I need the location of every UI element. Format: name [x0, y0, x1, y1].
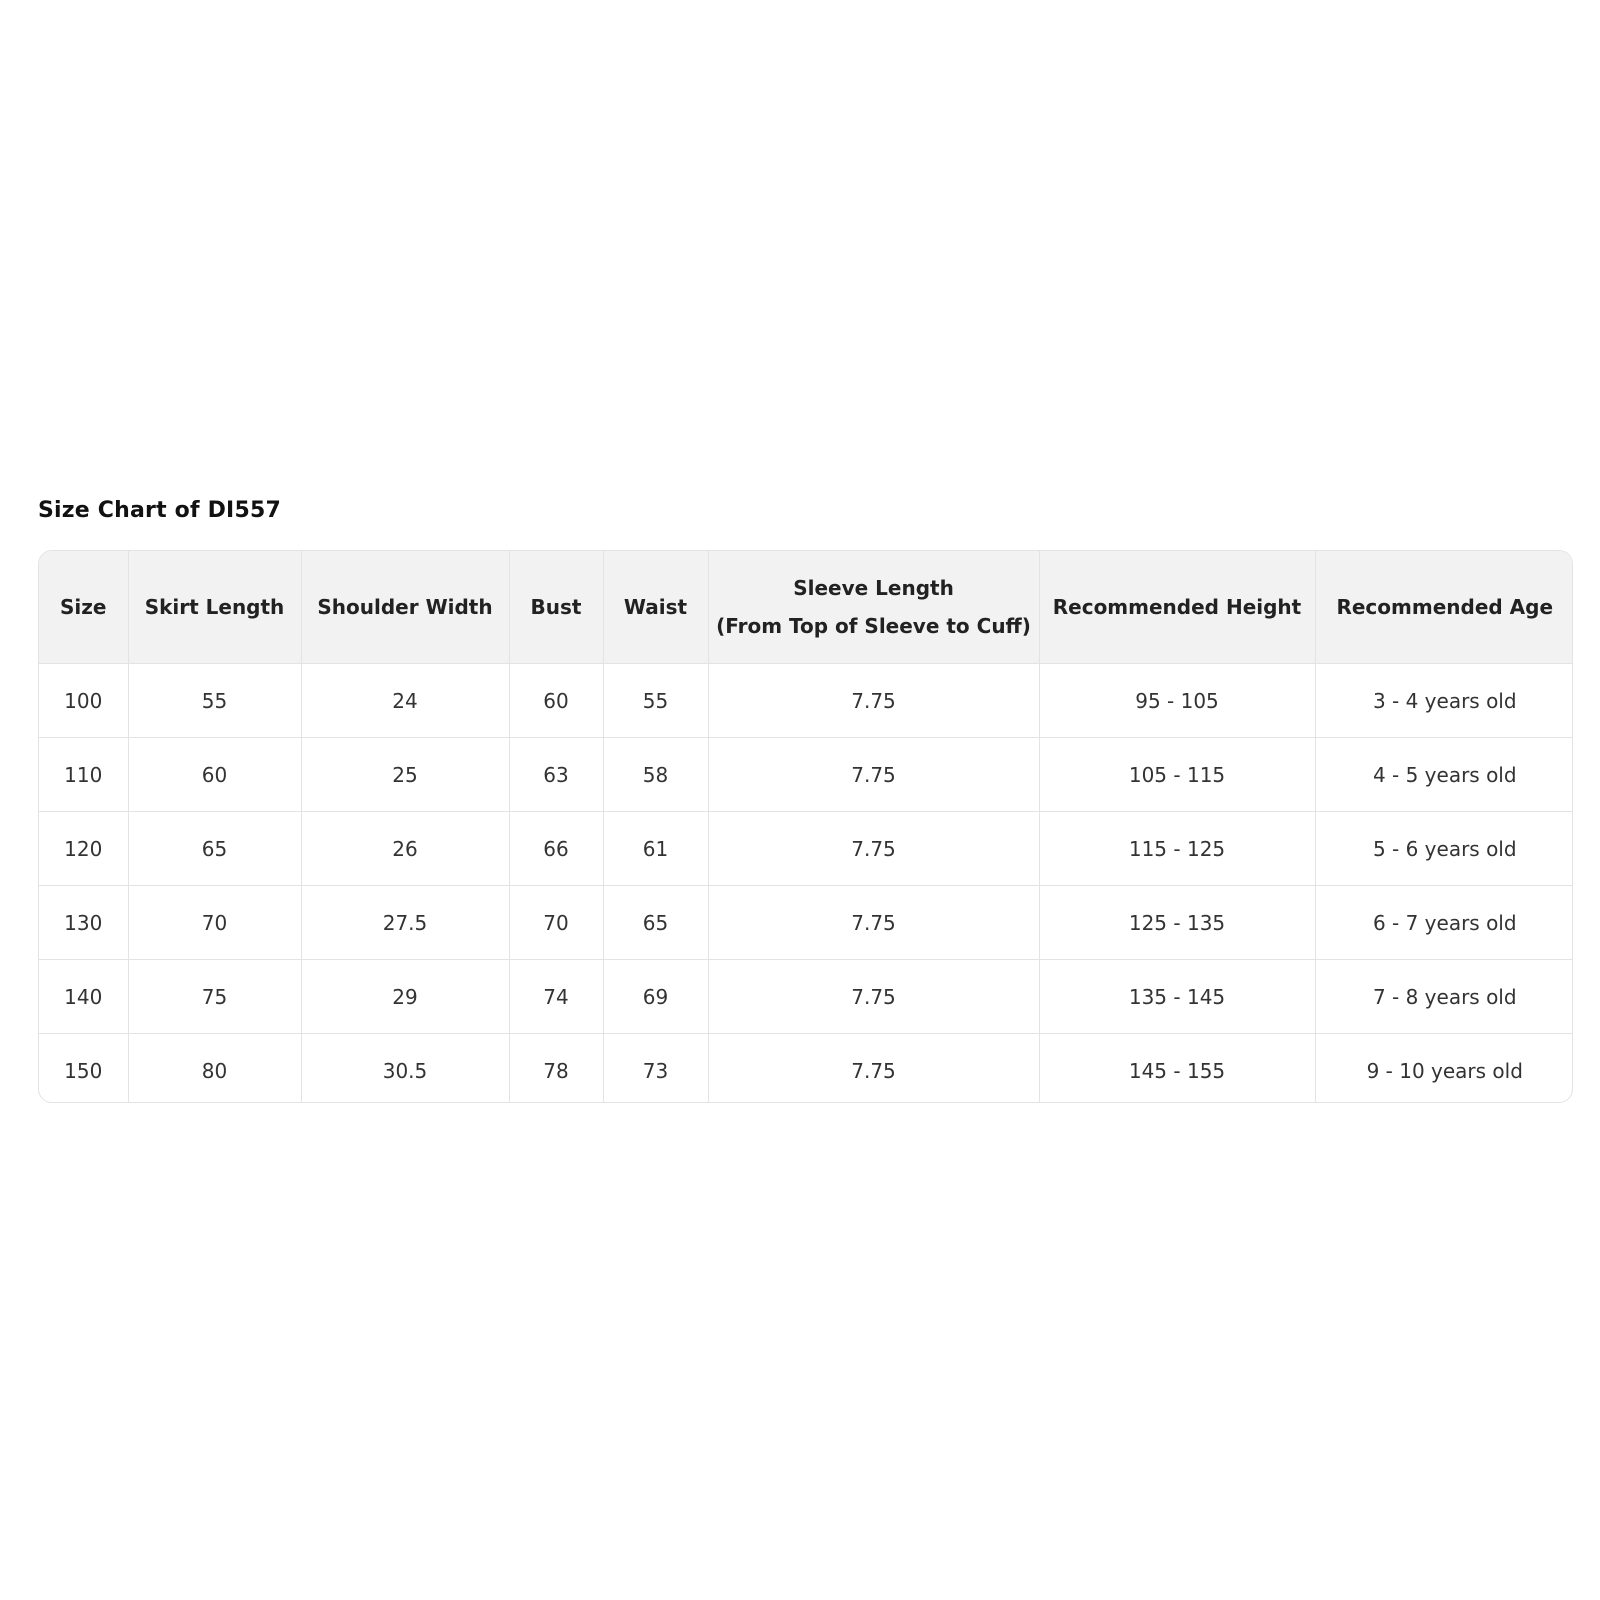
column-header-recommended-age [1315, 551, 1573, 664]
table-cell-recommended-age: 7 - 8 years old [1315, 960, 1573, 1034]
table-cell-sleeve-length: 7.75 [708, 664, 1039, 738]
table-cell-waist: 55 [603, 664, 708, 738]
column-header-sleeve-length [708, 551, 1039, 664]
table-cell-size: 110 [39, 738, 128, 812]
size-chart-table-container [38, 550, 1573, 1103]
table-cell-skirt-length: 75 [128, 960, 301, 1034]
table-cell-shoulder-width: 27.5 [301, 886, 509, 960]
table-header-row [39, 551, 1573, 664]
table-cell-sleeve-length: 7.75 [708, 738, 1039, 812]
table-cell-size: 150 [39, 1034, 128, 1104]
table-cell-recommended-age: 6 - 7 years old [1315, 886, 1573, 960]
column-header-size [39, 551, 128, 664]
column-header-skirt-length [128, 551, 301, 664]
table-cell-sleeve-length: 7.75 [708, 960, 1039, 1034]
column-header-label: Recommended Age [1336, 595, 1554, 619]
table-cell-shoulder-width: 24 [301, 664, 509, 738]
table-cell-sleeve-length: 7.75 [708, 886, 1039, 960]
table-cell-recommended-age: 4 - 5 years old [1315, 738, 1573, 812]
table-cell-bust: 78 [509, 1034, 603, 1104]
size-chart-table [39, 551, 1573, 1103]
table-cell-waist: 73 [603, 1034, 708, 1104]
column-header-shoulder-width [301, 551, 509, 664]
table-cell-sleeve-length: 7.75 [708, 812, 1039, 886]
table-cell-size: 130 [39, 886, 128, 960]
table-cell-skirt-length: 60 [128, 738, 301, 812]
column-header-label: Recommended Height [1052, 595, 1302, 619]
table-cell-bust: 70 [509, 886, 603, 960]
column-header-label: Sleeve Length [793, 576, 954, 600]
table-cell-skirt-length: 70 [128, 886, 301, 960]
column-header-label: Shoulder Width [317, 595, 493, 619]
table-cell-size: 100 [39, 664, 128, 738]
column-header-label: Bust [530, 595, 582, 619]
table-cell-recommended-age: 5 - 6 years old [1315, 812, 1573, 886]
table-cell-recommended-height: 125 - 135 [1039, 886, 1315, 960]
table-cell-shoulder-width: 30.5 [301, 1034, 509, 1104]
table-cell-waist: 58 [603, 738, 708, 812]
table-cell-bust: 60 [509, 664, 603, 738]
table-cell-bust: 74 [509, 960, 603, 1034]
table-cell-recommended-age: 3 - 4 years old [1315, 664, 1573, 738]
table-row [39, 1034, 1573, 1104]
table-cell-shoulder-width: 25 [301, 738, 509, 812]
column-header-sublabel: (From Top of Sleeve to Cuff) [716, 614, 1031, 638]
column-header-label: Skirt Length [144, 595, 285, 619]
table-cell-skirt-length: 55 [128, 664, 301, 738]
table-cell-recommended-height: 115 - 125 [1039, 812, 1315, 886]
table-body [39, 664, 1573, 1104]
table-cell-waist: 65 [603, 886, 708, 960]
table-row [39, 960, 1573, 1034]
table-cell-shoulder-width: 29 [301, 960, 509, 1034]
table-cell-skirt-length: 80 [128, 1034, 301, 1104]
table-cell-recommended-height: 95 - 105 [1039, 664, 1315, 738]
table-row [39, 812, 1573, 886]
table-cell-shoulder-width: 26 [301, 812, 509, 886]
page-title: Size Chart of DI557 [38, 498, 281, 523]
table-row [39, 738, 1573, 812]
table-row [39, 664, 1573, 738]
table-cell-recommended-height: 105 - 115 [1039, 738, 1315, 812]
table-cell-skirt-length: 65 [128, 812, 301, 886]
table-cell-sleeve-length: 7.75 [708, 1034, 1039, 1104]
table-cell-size: 120 [39, 812, 128, 886]
table-cell-waist: 69 [603, 960, 708, 1034]
table-cell-recommended-height: 145 - 155 [1039, 1034, 1315, 1104]
table-cell-size: 140 [39, 960, 128, 1034]
table-cell-bust: 63 [509, 738, 603, 812]
column-header-recommended-height [1039, 551, 1315, 664]
column-header-bust [509, 551, 603, 664]
table-row [39, 886, 1573, 960]
table-cell-recommended-age: 9 - 10 years old [1366, 1058, 1523, 1083]
column-header-label: Size [60, 595, 107, 619]
table-cell-bust: 66 [509, 812, 603, 886]
column-header-label: Waist [623, 595, 688, 619]
column-header-waist [603, 551, 708, 664]
table-cell-waist: 61 [603, 812, 708, 886]
table-cell-recommended-height: 135 - 145 [1039, 960, 1315, 1034]
